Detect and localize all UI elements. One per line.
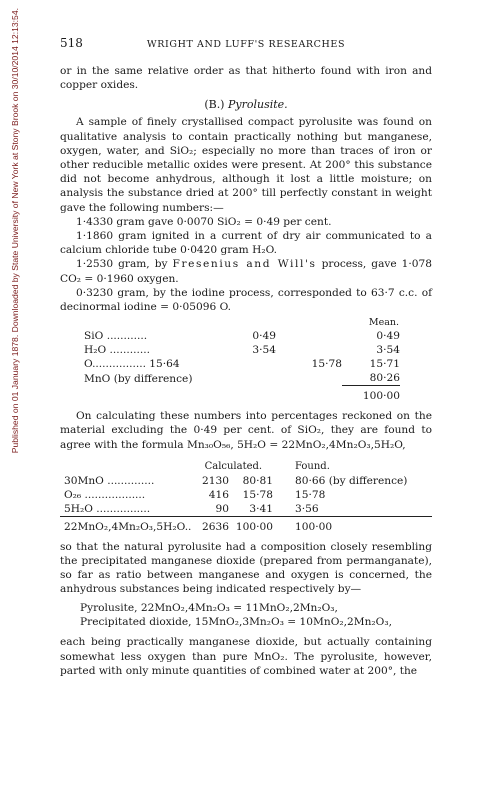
result-co2: [60, 257, 432, 285]
row-number: 416: [208, 488, 229, 501]
conclusion-paragraph: so that the natural pyrolusite had a composition closely resembling the precipitated manganese dioxide (prepared from permanganate), so far as ratio between manganese and oxygen is concerned, the anhydrous substances being indicated respectively by—: [60, 540, 432, 596]
row-value-a: 0·49: [252, 330, 276, 343]
total-row: [84, 386, 400, 404]
table-row: [84, 357, 400, 371]
section-label: (B.): [204, 98, 225, 112]
row-percent: 3·41: [249, 502, 273, 515]
row-percent: 15·78: [242, 488, 273, 501]
stamp-text: Published on 01 January 1878. Downloaded by State University of New York at Stony Brook on 30/10/2014 12:13:54.: [10, 8, 20, 454]
row-value-b: [276, 343, 342, 357]
table-row: [60, 488, 432, 502]
found-header: Found.: [295, 460, 330, 472]
intro-paragraph: or in the same relative order as that hitherto found with iron and copper oxides.: [60, 65, 432, 92]
total-value: 100·00: [342, 386, 400, 404]
row-mean: 15·71: [369, 358, 400, 371]
mean-header: Mean.: [368, 317, 399, 329]
row-label: O₂₆ ..................: [64, 488, 146, 501]
result-co2-names: Fresenius and Will's: [172, 258, 317, 271]
sum-row: [60, 516, 432, 534]
closing-paragraph: each being practically manganese dioxide, but actually containing somewhat less oxygen than pure MnO₂. The pyrolusite, however, parted with only minute quantities of combined water at 200°, the: [60, 636, 432, 677]
row-label: 30MnO ..............: [64, 474, 155, 487]
row-number: 90: [215, 502, 229, 515]
description-paragraph: A sample of finely crystallised compact pyrolusite was found on qualitative analysis to contain practically nothing but manganese, oxygen, water, and SiO₂; especially no more than traces of iron or other reducible metallic oxides were present. At 200° this substance did not become anhydrous, although it lost a little moisture; on analysis the substance dried at 200° till perfectly constant in weight gave the following numbers:—: [60, 116, 432, 214]
result-iodine: 0·3230 gram, by the iodine process, corresponded to 63·7 c.c. of decinormal iodine = 0·05096 O.: [60, 286, 432, 314]
row-mean: 80·26: [369, 372, 400, 385]
running-header: [60, 36, 432, 50]
row-percent: 80·81: [242, 474, 273, 487]
sum-percent: 100·00: [229, 516, 273, 534]
row-label: H₂O ............: [84, 344, 150, 357]
table-row: [84, 371, 400, 386]
sum-number: 2636: [194, 516, 229, 534]
row-number: 2130: [202, 474, 229, 487]
analysis-header-row: [84, 316, 400, 329]
row-found: 15·78: [295, 488, 326, 501]
row-label: O................ 15·64: [84, 358, 180, 371]
result-water: 1·1860 gram ignited in a current of dry air communicated to a calcium chloride tube 0·0420 gram H₂O.: [60, 230, 432, 257]
percentage-paragraph: On calculating these numbers into percentages reckoned on the material excluding the 0·49 per cent. of SiO₂, they are found to agree with the formula Mn₃₀O₅₆, 5H₂O = 22MnO₂,4Mn₂O₃,5H₂O,: [60, 410, 432, 451]
row-label: 5H₂O ................: [64, 502, 151, 515]
page-number: 518: [60, 36, 83, 50]
table-row: [60, 502, 432, 517]
table-row: [84, 343, 400, 357]
table-row: [60, 474, 432, 488]
result-co2-post: process, gave 1·078 CO₂ = 0·1960 oxygen.: [60, 258, 432, 285]
row-value-b: 15·78: [311, 358, 342, 371]
running-title: WRIGHT AND LUFF'S RESEARCHES: [146, 39, 346, 50]
row-label: MnO (by difference): [84, 372, 193, 385]
row-found: 80·66 (by difference): [295, 474, 408, 487]
row-mean: 3·54: [376, 344, 400, 357]
sum-found: 100·00: [273, 516, 432, 534]
table-row: [84, 329, 400, 343]
row-value-b: [276, 371, 342, 386]
result-co2-pre: 1·2530 gram, by: [76, 258, 168, 271]
row-mean: 0·49: [376, 330, 400, 343]
row-value-a: [216, 371, 276, 386]
row-label: SiO ............: [84, 330, 148, 343]
section-heading: [60, 98, 432, 111]
analysis-table: [84, 316, 400, 403]
publication-stamp: [9, 8, 21, 528]
row-found: 3·56: [295, 502, 319, 515]
section-title: Pyrolusite.: [227, 98, 288, 112]
comparison-table: [60, 460, 432, 534]
formula-pyrolusite: Pyrolusite, 22MnO₂,4Mn₂O₃ = 11MnO₂,2Mn₂O₃,: [80, 601, 338, 614]
calculated-header: Calculated.: [204, 460, 263, 472]
row-value-a: [216, 357, 276, 371]
formula-precipitated: Precipitated dioxide, 15MnO₂,3Mn₂O₃ = 10MnO₂,2Mn₂O₃,: [80, 616, 392, 629]
comparison-header-row: [60, 460, 432, 474]
row-value-a: 3·54: [252, 344, 276, 357]
page-content: [60, 36, 432, 678]
result-silica: 1·4330 gram gave 0·0070 SiO₂ = 0·49 per cent.: [76, 215, 332, 228]
sum-label: 22MnO₂,4Mn₂O₃,5H₂O..: [60, 516, 194, 534]
row-value-b: [276, 329, 342, 343]
